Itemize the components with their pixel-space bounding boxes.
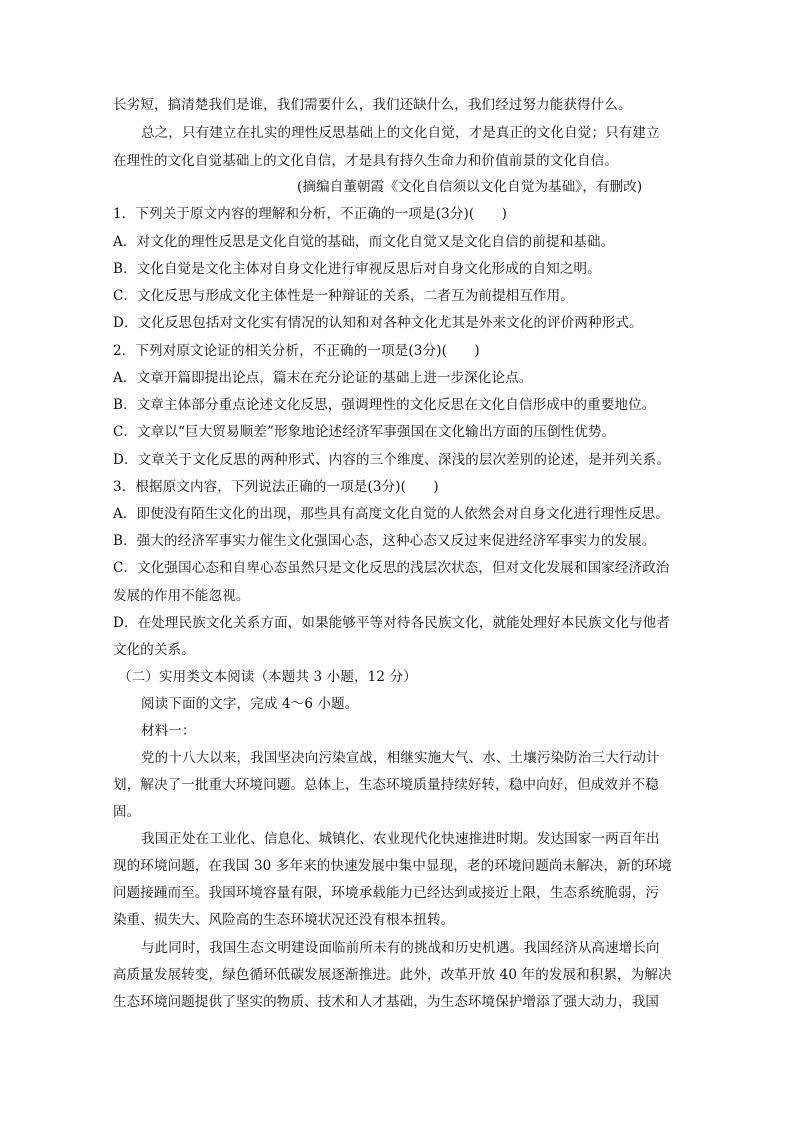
- text-line: 我国正处在工业化、信息化、城镇化、农业现代化快速推进时期。发达国家一两百年出: [141, 831, 660, 847]
- text-line: 与此同时，我国生态文明建设面临前所未有的挑战和历史机遇。我国经济从高速增长向: [141, 940, 660, 956]
- option-1c: C．文化反思与形成文化主体性是一种辩证的关系，二者互为前提相互作用。: [113, 288, 574, 304]
- option-2d: D．文章关于文化反思的两种形式、内容的三个维度、深浅的层次差别的论述，是并列关系。: [113, 452, 670, 468]
- text-line: 现的环境问题，在我国 30 多年来的快速发展中集中显现，老的环境问题尚未解决，新的环境: [113, 858, 672, 874]
- question-2: 2．下列对原文论证的相关分析，不正确的一项是(3分)( ): [113, 343, 480, 359]
- text-line: 长劣短，搞清楚我们是谁，我们需要什么，我们还缺什么，我们经过努力能获得什么。: [113, 97, 632, 113]
- instruction: 阅读下面的文字，完成 4～6 小题。: [141, 696, 359, 712]
- text-line: 划，解决了一批重大环境问题。总体上，生态环境质量持续好转，稳中向好，但成效并不稳: [113, 777, 659, 793]
- option-3d: D．在处理民族文化关系方面，如果能够平等对待各民族文化，就能处理好本民族文化与他者: [113, 615, 670, 631]
- question-3: 3．根据原文内容，下列说法正确的一项是(3分)( ): [113, 479, 439, 495]
- question-1: 1．下列关于原文内容的理解和分析，不正确的一项是(3分)( ): [113, 206, 508, 222]
- text-line: 生态环境问题提供了坚实的物质、技术和人才基础，为生态环境保护增添了强大动力，我国: [113, 994, 659, 1010]
- option-3a: A．即使没有陌生文化的出现，那些具有高度文化自觉的人依然会对自身文化进行理性反思。: [113, 506, 669, 522]
- text-line: 高质量发展转变，绿色循环低碳发展逐渐推进。此外，改革开放 40 年的发展和积累，为解决: [113, 967, 672, 983]
- text-line: 问题接踵而至。我国环境容量有限，环境承载能力已经达到或接近上限，生态系统脆弱，污: [113, 885, 659, 901]
- text-line: 党的十八大以来，我国坚决向污染宣战，相继实施大气、水、土壤污染防治三大行动计: [141, 750, 660, 766]
- text-line: 固。: [113, 804, 141, 820]
- option-2a: A．文章开篇即提出论点，篇末在充分论证的基础上进一步深化论点。: [113, 370, 533, 386]
- option-3d-cont: 文化的关系。: [113, 642, 195, 658]
- option-3c: C．文化强国心态和自卑心态虽然只是文化反思的浅层次状态，但对文化发展和国家经济政治: [113, 560, 670, 576]
- section-heading: （二）实用类文本阅读（本题共 3 小题，12 分）: [118, 669, 417, 685]
- option-3b: B．强大的经济军事实力催生文化强国心态，这种心态又反过来促进经济军事实力的发展。: [113, 533, 656, 549]
- option-1b: B．文化自觉是文化主体对自身文化进行审视反思后对自身文化形成的自知之明。: [113, 261, 601, 277]
- source-citation: (摘编自董朝霞《文化自信须以文化自觉为基础》，有删改): [297, 179, 643, 195]
- option-1a: A．对文化的理性反思是文化自觉的基础，而文化自觉又是文化自信的前提和基础。: [113, 234, 615, 250]
- option-2b: B．文章主体部分重点论述文化反思，强调理性的文化反思在文化自信形成中的重要地位。: [113, 397, 656, 413]
- material-label: 材料一：: [141, 723, 196, 739]
- text-line: 在理性的文化自觉基础上的文化自信，才是具有持久生命力和价值前景的文化自信。: [113, 153, 619, 169]
- text-line: 染重、损失大、风险高的生态环境状况还没有根本扭转。: [113, 912, 455, 928]
- option-1d: D．文化反思包括对文化实有情况的认知和对各种文化尤其是外来文化的评价两种形式。: [113, 315, 643, 331]
- option-3c-cont: 发展的作用不能忽视。: [113, 588, 250, 604]
- text-line: 总之，只有建立在扎实的理性反思基础上的文化自觉，才是真正的文化自觉；只有建立: [141, 125, 660, 141]
- option-2c: C．文章以“巨大贸易顺差”形象地论述经济军事强国在文化输出方面的压倒性优势。: [113, 424, 616, 440]
